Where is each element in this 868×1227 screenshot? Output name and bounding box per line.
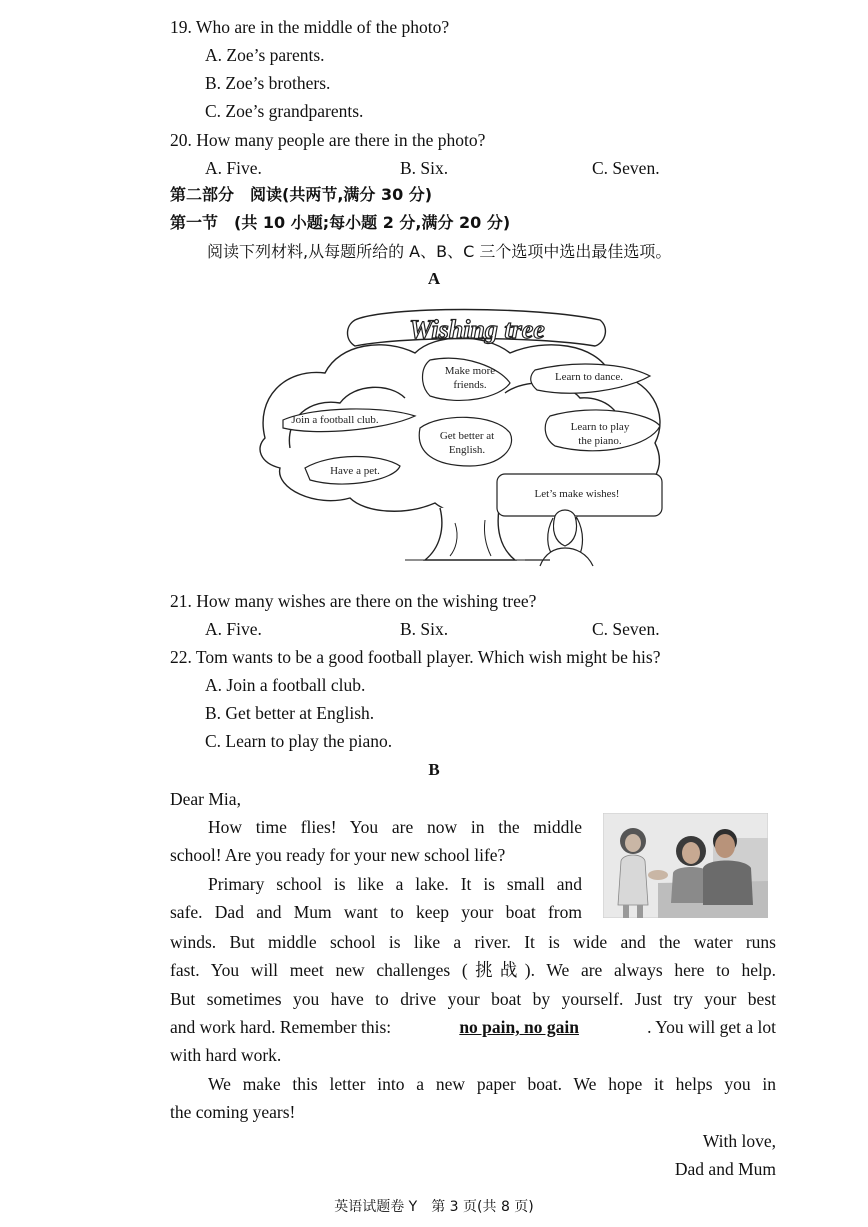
section-heading: 第一节 (共 10 小题;每小题 2 分,满分 20 分) (170, 213, 511, 232)
letter-line-8-start: and work hard. Remember this: (170, 1017, 392, 1037)
wish-pet: Have a pet. (330, 465, 380, 477)
wish-piano-1: Learn to play (570, 421, 630, 433)
wishing-tree-illustration (255, 298, 675, 568)
letter-line-2: school! Are you ready for your new school life? (170, 845, 506, 865)
letter-line-6: fast. You will meet new challenges (挑战). We are always here to help. (170, 960, 776, 980)
letter-line-1: How time flies! You are now in the middle (208, 817, 582, 837)
question-19-stem: 19. Who are in the middle of the photo? (170, 17, 450, 37)
question-21-stem: 21. How many wishes are there on the wishing tree? (170, 591, 537, 611)
letter-line-8-end: . You will get a lot (647, 1017, 776, 1037)
letter-line-10: We make this letter into a new paper boat. We hope it helps you in (208, 1074, 776, 1094)
part-heading: 第二部分 阅读(共两节,满分 30 分) (170, 185, 433, 204)
page-footer: 英语试题卷 Y 第 3 页(共 8 页) (334, 1199, 534, 1215)
passage-a-label: A (427, 269, 441, 288)
letter-line-5: winds. But middle school is like a river. It is wide and the water runs (170, 932, 776, 952)
letter-line-9: with hard work. (170, 1045, 282, 1065)
letter-line-3: Primary school is like a lake. It is small and (208, 874, 582, 894)
reading-instruction: 阅读下列材料,从每题所给的 A、B、C 三个选项中选出最佳选项。 (207, 242, 672, 261)
q20-option-a: A. Five. (205, 158, 262, 178)
q22-option-c: C. Learn to play the piano. (205, 731, 393, 751)
speech-text: Let’s make wishes! (534, 488, 620, 500)
wish-piano-2: the piano. (578, 435, 622, 447)
wish-make-friends-1: Make more (444, 365, 496, 377)
wish-make-friends-2: friends. (453, 379, 487, 391)
q21-option-a: A. Five. (205, 619, 262, 639)
question-22-stem: 22. Tom wants to be a good football player. Which wish might be his? (170, 647, 661, 667)
q19-option-a: A. Zoe’s parents. (205, 45, 325, 65)
q21-option-c: C. Seven. (592, 619, 660, 639)
q22-option-a: A. Join a football club. (205, 675, 366, 695)
key-phrase: no pain, no gain (459, 1017, 579, 1037)
letter-line-7: But sometimes you have to drive your boat by yourself. Just try your best (170, 989, 776, 1009)
letter-greeting: Dear Mia, (170, 789, 241, 809)
q21-option-b: B. Six. (400, 619, 449, 639)
letter-closing: With love, (702, 1131, 776, 1151)
question-20-stem: 20. How many people are there in the photo? (170, 130, 486, 150)
q20-option-c: C. Seven. (592, 158, 660, 178)
wishing-tree-title: Wishing tree (409, 315, 545, 344)
wish-english-1: Get better at (439, 430, 495, 442)
letter-signature: Dad and Mum (674, 1159, 776, 1179)
family-photo (603, 813, 768, 918)
q19-option-c: C. Zoe’s grandparents. (205, 101, 364, 121)
teacher-figure (525, 510, 593, 566)
letter-line-11: the coming years! (170, 1102, 296, 1122)
wish-english-2: English. (448, 444, 486, 456)
wish-football: Join a football club. (291, 414, 379, 426)
passage-b-label: B (428, 760, 440, 779)
letter-line-8 (170, 1016, 776, 1038)
wish-dance: Learn to dance. (554, 371, 624, 383)
q19-option-b: B. Zoe’s brothers. (205, 73, 331, 93)
q22-option-b: B. Get better at English. (205, 703, 375, 723)
letter-line-4: safe. Dad and Mum want to keep your boat from (170, 902, 582, 922)
q20-option-b: B. Six. (400, 158, 449, 178)
